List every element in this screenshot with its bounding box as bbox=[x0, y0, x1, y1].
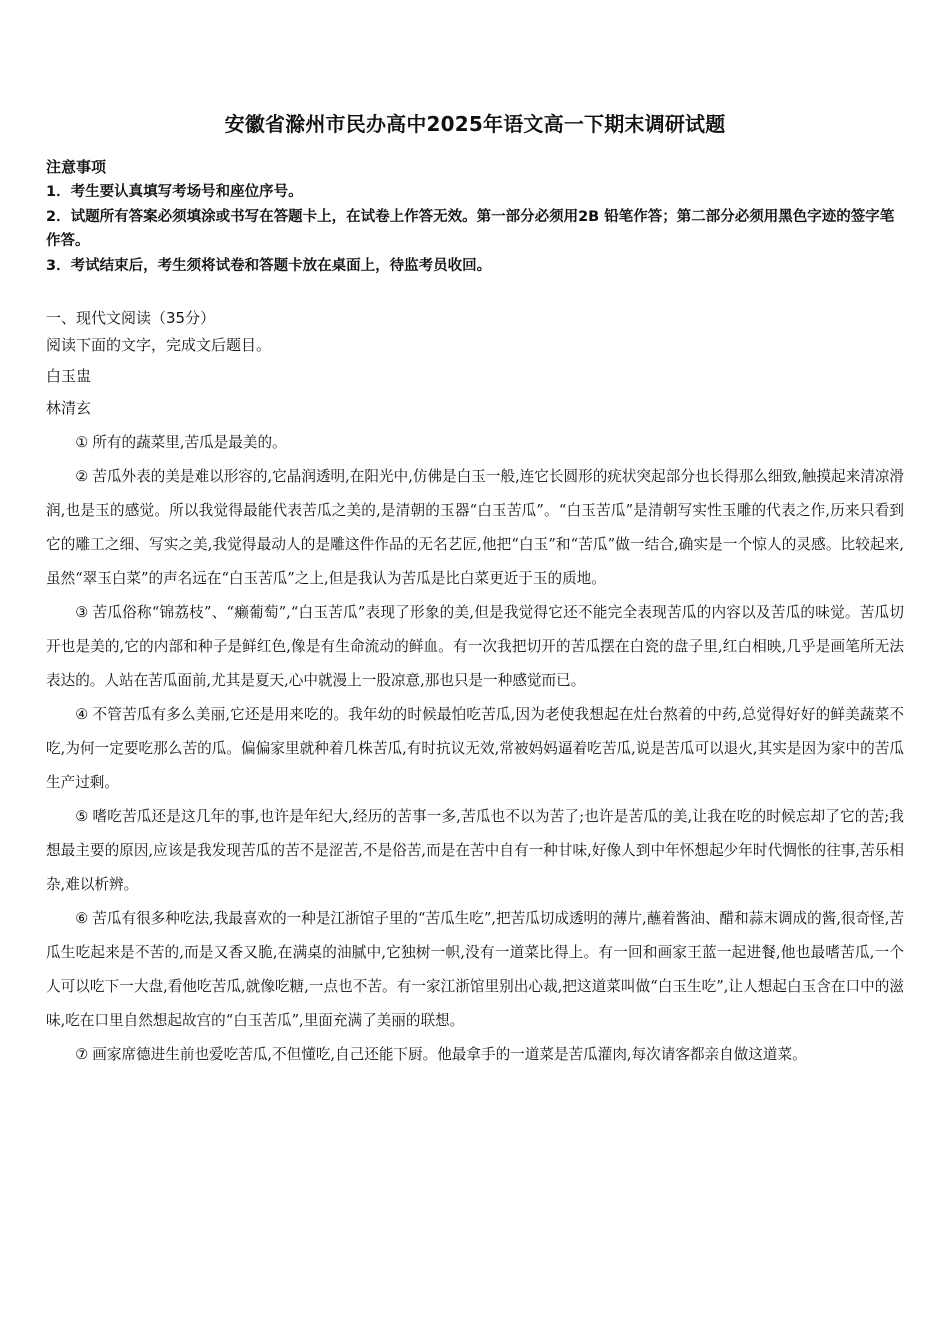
paragraph-text: 苦瓜俗称“锦荔枝”、“癞葡萄”,“白玉苦瓜”表现了形象的美,但是我觉得它还不能完全表现苦瓜的内容以及苦瓜的味觉。苦瓜切开也是美的,它的内部和种子是鲜红色,像是有生命流动的鲜血。有一次我把切开的苦瓜摆在白瓷的盘子里,红白相映,几乎是画笔所无法表达的。人站在苦瓜面前,尤其是夏天,心中就漫上一股凉意,那也只是一种感觉而已。 bbox=[46, 604, 904, 689]
section-instruction: 阅读下面的文字，完成文后题目。 bbox=[46, 336, 272, 354]
paragraph-3 bbox=[46, 596, 904, 698]
paragraph-text: 苦瓜有很多种吃法,我最喜欢的一种是江浙馆子里的“苦瓜生吃”,把苦瓜切成透明的薄片,蘸着酱油、醋和蒜末调成的酱,很奇怪,苦瓜生吃起来是不苦的,而是又香又脆,在满桌的油腻中,它独树一帜,没有一道菜比得上。有一回和画家王蓝一起进餐,他也最嗜苦瓜,一个人可以吃下一大盘,看他吃苦瓜,就像吃糖,一点也不苦。有一家江浙馆里别出心裁,把这道菜叫做“白玉生吃”,让人想起白玉含在口中的滋味,吃在口里自然想起故宫的“白玉苦瓜”,里面充满了美丽的联想。 bbox=[46, 910, 904, 1029]
notice-item-1: 1．考生要认真填写考场号和座位序号。 bbox=[46, 184, 303, 200]
notice-item-2: 2．试题所有答案必须填涂或书写在答题卡上，在试卷上作答无效。第一部分必须用2B 铅笔作答；第二部分必须用黑色字迹的签字笔作答。 bbox=[46, 208, 895, 249]
paragraph-text: 苦瓜外表的美是难以形容的,它晶润透明,在阳光中,仿佛是白玉一般,连它长圆形的疣状突起部分也长得那么细致,触摸起来清凉滑润,也是玉的感觉。所以我觉得最能代表苦瓜之美的,是清朝的玉器“白玉苦瓜”。“白玉苦瓜”是清朝写实性玉雕的代表之作,历来只看到它的雕工之细、写实之美,我觉得最动人的是雕这件作品的无名艺匠,他把“白玉”和“苦瓜”做一结合,确实是一个惊人的灵感。比较起来,虽然“翠玉白菜”的声名远在“白玉苦瓜”之上,但是我认为苦瓜是比白菜更近于玉的质地。 bbox=[46, 468, 904, 587]
paragraph-text: 不管苦瓜有多么美丽,它还是用来吃的。我年幼的时候最怕吃苦瓜,因为老使我想起在灶台熬着的中药,总觉得好好的鲜美蔬菜不吃,为何一定要吃那么苦的瓜。偏偏家里就种着几株苦瓜,有时抗议无效,常被妈妈逼着吃苦瓜,说是苦瓜可以退火,其实是因为家中的苦瓜生产过剩。 bbox=[46, 706, 905, 791]
page-title: 安徽省滁州市民办高中2025年语文高一下期末调研试题 bbox=[224, 112, 726, 136]
paragraph-text: 嗜吃苦瓜还是这几年的事,也许是年纪大,经历的苦事一多,苦瓜也不以为苦了;也许是苦瓜的美,让我在吃的时候忘却了它的苦;我想最主要的原因,应该是我发现苦瓜的苦不是涩苦,不是俗苦,而是在苦中自有一种甘味,好像人到中年怀想起少年时代惆怅的往事,苦乐相杂,难以析辨。 bbox=[46, 808, 904, 893]
section-heading: 一、现代文阅读（35分） bbox=[46, 309, 216, 327]
paragraph-number: ⑦ bbox=[75, 1046, 89, 1063]
paragraph-number: ⑤ bbox=[75, 808, 89, 825]
paragraph-text: 所有的蔬菜里,苦瓜是最美的。 bbox=[92, 434, 287, 451]
notice-block bbox=[46, 154, 904, 278]
paragraph-4 bbox=[46, 698, 904, 800]
article-title: 白玉盅 bbox=[46, 367, 92, 385]
article-body bbox=[46, 426, 904, 1072]
article-author: 林清玄 bbox=[46, 399, 92, 417]
paragraph-text: 画家席德进生前也爱吃苦瓜,不但懂吃,自己还能下厨。他最拿手的一道菜是苦瓜灌肉,每次请客都亲自做这道菜。 bbox=[92, 1046, 807, 1063]
paragraph-number: ① bbox=[75, 434, 89, 451]
notice-item-3: 3．考试结束后，考生须将试卷和答题卡放在桌面上，待监考员收回。 bbox=[46, 257, 492, 274]
notice-heading: 注意事项 bbox=[46, 158, 107, 176]
paragraph-2 bbox=[46, 460, 904, 596]
paragraph-number: ③ bbox=[75, 604, 89, 621]
paragraph-number: ② bbox=[75, 468, 89, 485]
paragraph-6 bbox=[46, 902, 904, 1038]
paragraph-5 bbox=[46, 800, 904, 902]
paragraph-1 bbox=[46, 426, 904, 460]
paragraph-7 bbox=[46, 1038, 904, 1072]
paragraph-number: ④ bbox=[75, 706, 89, 723]
paragraph-number: ⑥ bbox=[75, 910, 89, 927]
